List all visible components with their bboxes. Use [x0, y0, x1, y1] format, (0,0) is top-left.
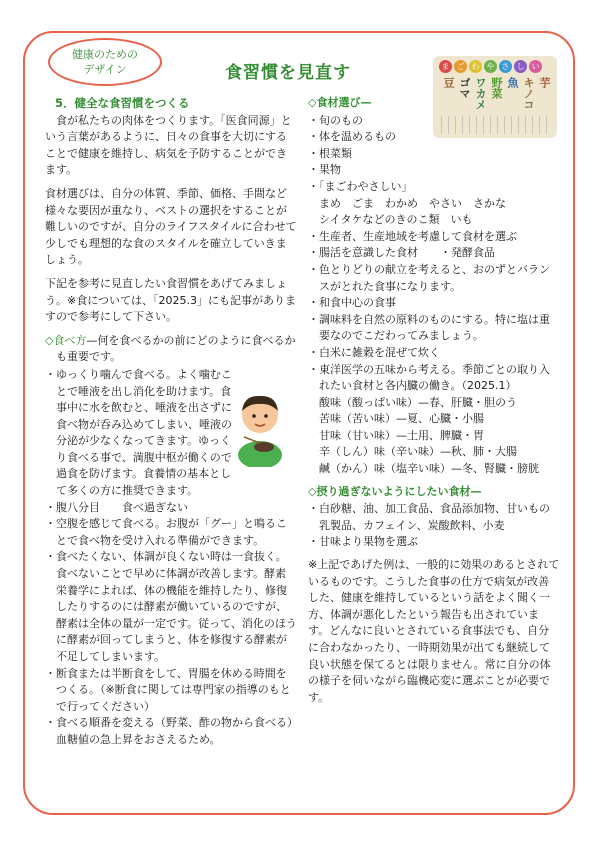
five-taste-4: 辛（しん）味（辛い味）—秋、肺・大腸: [319, 445, 517, 459]
tile-header-char: ま: [439, 60, 452, 73]
avoid-item-2: ・甘味より果物を選ぶ: [308, 535, 418, 549]
tile-header-char: わ: [469, 60, 482, 73]
tile-column-label: キノコ: [522, 77, 535, 110]
tile-column-label: 芋: [538, 77, 551, 88]
five-taste-5: 鹹（かん）味（塩辛い味）—冬、腎臓・膀胱: [319, 462, 539, 476]
tile-header-char: さ: [499, 60, 512, 73]
eat-item-4: ・食べたくない、体調が良くない時は一食抜く。食べないことで早めに体調が改善します。酵素栄養学によれば、体の機能を維持したり、修復したりするのには酵素が働いているのですが、酵素は全体の量が一定です。従って、消化のほうに酵素が回ってしまうと、体を修復する酵素が不足してしまいます。: [45, 550, 297, 663]
paragraph-1: 食が私たちの肉体をつくります。「医食同源」という言葉があるように、日々の食事を大切にすることで健康を維持し、病気を予防することができます。: [45, 113, 292, 177]
eat-item-6: ・食べる順番を変える（野菜、酢の物から食べる）血糖値の急上昇をおさえるため。: [45, 716, 293, 746]
select-item-5: ・「まごわやさしい」: [308, 179, 413, 193]
paragraph-3: 下記を参考に見直したい食習慣をあげてみましょう。※食については、「2025.3」にも記事がありますので参考にして下さい。: [45, 276, 296, 324]
tile-header: [433, 56, 557, 73]
disclaimer-note: ※上記であげた例は、一般的に効果のあるとされているものです。こうした食事の仕方で病気が改善した、健康を維持しているという話をよく聞く一方、体調が悪化したという報告も出されています。どんなに良いとされている食事法でも、自分に合わなかったり、一時期効果が出ても継続して良い状態を保てるとは限りません。常に自分の体の様子を伺いながら臨機応変に選ぶことが必要です。: [308, 558, 560, 704]
avoid-item-1: ・白砂糖、油、加工食品、食品添加物、甘いもの乳製品、カフェイン、炭酸飲料、小麦: [308, 502, 550, 532]
section-heading: 5．健全な食習慣をつくる: [55, 96, 190, 110]
tile-column-label: 豆: [442, 77, 455, 88]
select-item-11: ・和食中心の食事: [308, 296, 396, 310]
tile-column-label: 魚: [506, 77, 519, 88]
select-item-12: ・調味料を自然の原料のものにする。特に塩は重要なのでこだわってみましょう。: [308, 312, 550, 343]
five-taste-3: 甘味（甘い味）—土用、脾臓・胃: [319, 428, 484, 442]
avoid-heading: ◇摂り過ぎないようにしたい食材—: [308, 484, 482, 498]
eat-item-3: ・空腹を感じて食べる。お腹が「グー」と鳴ることで食べ物を受け入れる準備ができます。: [45, 517, 287, 547]
five-taste-1: 酸味（酸っぱい味）—春、肝臓・胆のう: [319, 395, 517, 409]
badge-line-1: 健康のための: [72, 48, 138, 61]
page-title: 食習慣を見直す: [225, 63, 351, 83]
eat-item-5: ・断食または半断食をして、胃腸を休める時間をつくる。（※断食に関しては専門家の指導のもとで行ってください）: [45, 666, 291, 713]
select-item-3: ・根菜類: [308, 146, 352, 160]
badge-line-2: デザイン: [83, 63, 127, 76]
select-heading: ◇食材選び—: [308, 96, 372, 109]
select-item-7: シイタケなどのきのこ類 いも: [319, 213, 473, 227]
tile-column-label: 野菜: [490, 77, 503, 99]
select-item-2: ・体を温めるもの: [308, 130, 396, 144]
eat-item-1: ・ゆっくり噛んで食べる。よく噛むことで唾液を出し消化を助けます。食事中に水を飲むと、唾液を出さずに食べ物が呑み込めてしまい、唾液の分泌が少なくなってきます。ゆっくり食べる事で、満腹中枢が働くので過食を防げます。食養情の基本として多くの方に推奨できます。: [45, 367, 232, 498]
paragraph-2: 食材選びは、自分の体質、季節、価格、手間など様々な要因が重なり、ベストの選択をすることが難しいのですが、自分のライフスタイルに合わせて少しでも理想的な食のスタイルを確立していきましょう。: [45, 186, 297, 267]
right-column: [308, 95, 560, 713]
select-item-10: ・色とりどりの献立を考えると、おのずとバランスがとれた食事になります。: [308, 262, 550, 293]
eat-item-2: ・腹八分目 食べ過ぎない: [45, 500, 188, 514]
tile-header-char: し: [514, 60, 527, 73]
tile-header-char: ご: [454, 60, 467, 73]
select-item-8: ・生産者、生産地域を考慮して食材を選ぶ: [308, 229, 517, 243]
tile-column-label: ゴマ: [458, 77, 471, 99]
select-item-4: ・果物: [308, 163, 341, 177]
section-badge: [48, 38, 162, 86]
eat-heading-text: —何を食べるかの前にどのように食べるかも重要です。: [56, 333, 296, 364]
person-eating-illustration: [230, 389, 290, 467]
tile-header-char: い: [529, 60, 542, 73]
tile-column-label: ワカメ: [474, 77, 487, 110]
select-item-13: ・白米に雑穀を混ぜて炊く: [308, 345, 440, 359]
eat-heading: [45, 333, 297, 366]
tile-header-char: や: [484, 60, 497, 73]
select-item-1: ・旬のもの: [308, 113, 363, 127]
select-item-6: まめ ごま わかめ やさい さかな: [319, 196, 506, 210]
select-item-9: ・腸活を意識した食材 ・発酵食品: [308, 246, 495, 260]
select-item-14: ・東洋医学の五味から考える。季節ごとの取り入れたい食材と各内臓の働き。（2025.1）: [308, 362, 550, 393]
eat-heading-label: ◇食べ方: [45, 333, 87, 347]
five-taste-2: 苦味（苦い味）—夏、心臓・小腸: [319, 412, 484, 426]
